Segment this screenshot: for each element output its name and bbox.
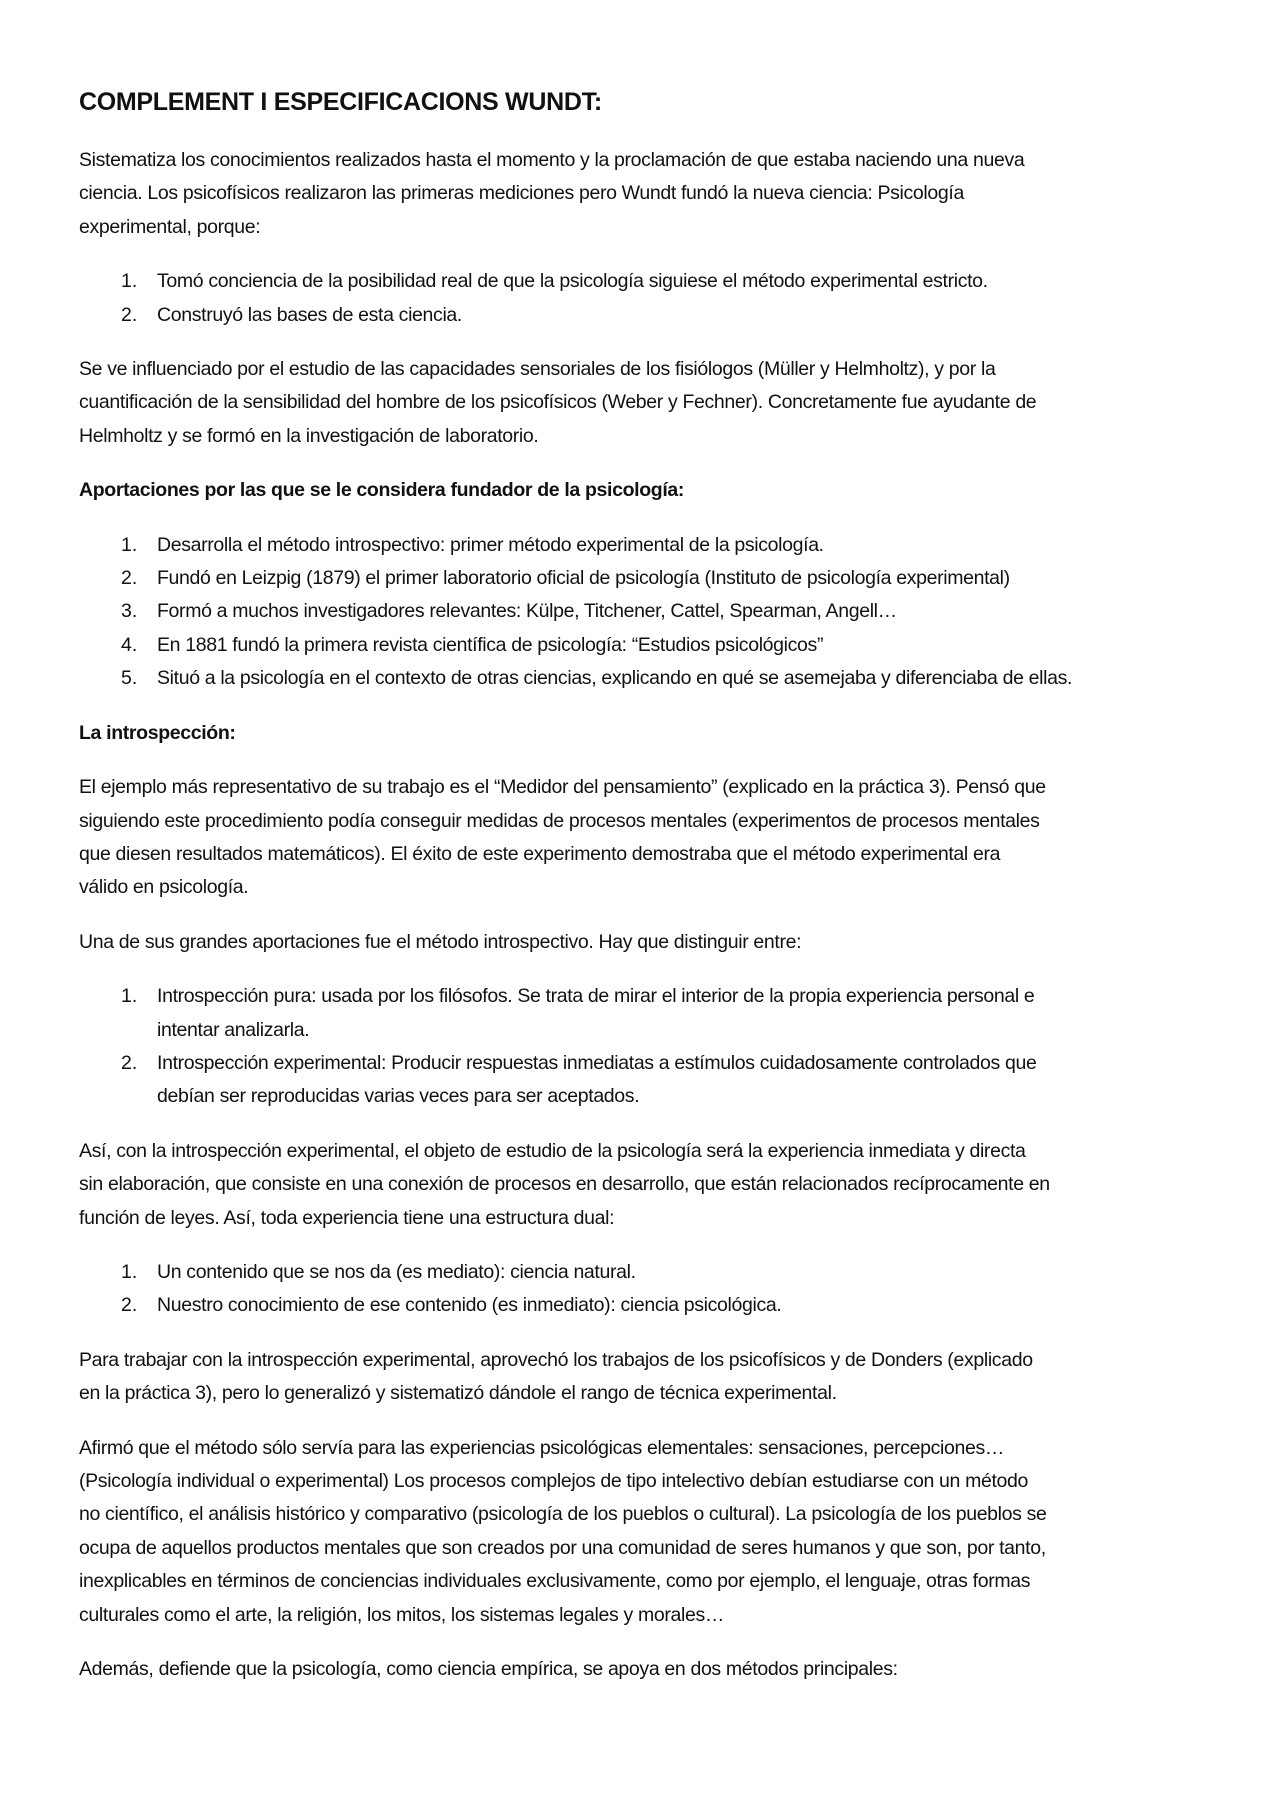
list-item — [79, 562, 1219, 595]
list-number: 4. — [121, 633, 138, 656]
paragraph — [79, 926, 1219, 959]
document-body — [79, 144, 1219, 1686]
text-line: Afirmó que el método sólo servía para las experiencias psicológicas elementales: sensaciones, percepciones… — [79, 1436, 1005, 1459]
text-line: culturales como el arte, la religión, los mitos, los sistemas legales y morales… — [79, 1603, 725, 1626]
list-number: 1. — [121, 533, 138, 556]
list-item — [79, 629, 1219, 662]
document-page — [79, 84, 1219, 1707]
numbered-list — [79, 529, 1219, 696]
text-line: Tomó conciencia de la posibilidad real de que la psicología siguiese el método experimental estricto. — [157, 270, 988, 293]
text-line: Construyó las bases de esta ciencia. — [157, 303, 462, 326]
list-item — [79, 529, 1219, 562]
list-number: 1. — [121, 270, 138, 293]
text-line: que diesen resultados matemáticos). El éxito de este experimento demostraba que el método experimental era — [79, 842, 1001, 865]
paragraph — [79, 1344, 1219, 1411]
text-line: En 1881 fundó la primera revista científica de psicología: “Estudios psicológicos” — [157, 633, 824, 656]
text-line: Un contenido que se nos da (es mediato): ciencia natural. — [157, 1260, 636, 1283]
text-line: (Psicología individual o experimental) Los procesos complejos de tipo intelectivo debían estudiarse con un método — [79, 1470, 1029, 1492]
text-line: sin elaboración, que consiste en una conexión de procesos en desarrollo, que están relacionados recíprocamente en — [79, 1173, 1050, 1196]
text-line: no científico, el análisis histórico y comparativo (psicología de los pueblos o cultural). La psicología de los pueblos se — [79, 1503, 1047, 1526]
list-item — [79, 662, 1219, 695]
text-line: Situó a la psicología en el contexto de otras ciencias, explicando en qué se asemejaba y diferenciaba de ellas. — [157, 667, 1073, 690]
text-line: Además, defiende que la psicología, como ciencia empírica, se apoya en dos métodos principales: — [79, 1658, 898, 1681]
paragraph — [79, 144, 1219, 244]
text-line: ciencia. Los psicofísicos realizaron las primeras mediciones pero Wundt fundó la nueva ciencia: Psicología — [79, 182, 964, 205]
numbered-list — [79, 980, 1219, 1114]
text-line: inexplicables en términos de conciencias individuales exclusivamente, como por ejemplo, el lenguaje, otras formas — [79, 1570, 1031, 1593]
list-item — [79, 1289, 1219, 1322]
paragraph — [79, 353, 1219, 453]
text-line: Nuestro conocimiento de ese contenido (es inmediato): ciencia psicológica. — [157, 1294, 782, 1317]
text-line: válido en psicología. — [79, 876, 249, 899]
text-line: Aportaciones por las que se le considera fundador de la psicología: — [79, 479, 685, 502]
text-line: intentar analizarla. — [157, 1018, 310, 1041]
list-item — [79, 980, 1219, 1047]
text-line: debían ser reproducidas varias veces para ser aceptados. — [157, 1085, 640, 1108]
text-line: Una de sus grandes aportaciones fue el método introspectivo. Hay que distinguir entre: — [79, 930, 802, 953]
text-line: experimental, porque: — [79, 215, 261, 238]
section-heading — [79, 474, 1219, 507]
text-line: siguiendo este procedimiento podía conseguir medidas de procesos mentales (experimentos de procesos mentales — [79, 809, 1040, 832]
list-number: 2. — [121, 303, 138, 326]
numbered-list — [79, 265, 1219, 332]
text-line: La introspección: — [79, 721, 236, 744]
text-line: función de leyes. Así, toda experiencia tiene una estructura dual: — [79, 1206, 615, 1229]
list-number: 1. — [121, 985, 138, 1008]
text-line: en la práctica 3), pero lo generalizó y sistematizó dándole el rango de técnica experimental. — [79, 1382, 837, 1405]
text-line: Para trabajar con la introspección experimental, aprovechó los trabajos de los psicofísicos y de Donders (explicado — [79, 1348, 1033, 1371]
text-line: El ejemplo más representativo de su trabajo es el “Medidor del pensamiento” (explicado en la práctica 3). Pensó que — [79, 776, 1046, 799]
list-item — [79, 1256, 1219, 1289]
text-line: Sistematiza los conocimientos realizados hasta el momento y la proclamación de que estaba naciendo una nueva — [79, 149, 1025, 171]
text-line: Introspección pura: usada por los filósofos. Se trata de mirar el interior de la propia experiencia personal e — [157, 985, 1035, 1008]
list-number: 1. — [121, 1260, 138, 1283]
list-number: 5. — [121, 667, 138, 690]
text-line: Formó a muchos investigadores relevantes: Külpe, Titchener, Cattel, Spearman, Angell… — [157, 600, 897, 623]
list-item — [79, 595, 1219, 628]
list-number: 2. — [121, 567, 138, 590]
text-line: Helmholtz y se formó en la investigación de laboratorio. — [79, 424, 539, 447]
text-line: ocupa de aquellos productos mentales que son creados por una comunidad de seres humanos y que son, por tanto, — [79, 1536, 1046, 1559]
list-number: 2. — [121, 1294, 138, 1317]
text-line: cuantificación de la sensibilidad del hombre de los psicofísicos (Weber y Fechner). Concretamente fue ayudante de — [79, 391, 1037, 414]
section-heading — [79, 717, 1219, 750]
document-title: COMPLEMENT I ESPECIFICACIONS WUNDT: — [79, 88, 602, 116]
text-line: Introspección experimental: Producir respuestas inmediatas a estímulos cuidadosamente controlados que — [157, 1051, 1037, 1074]
list-item — [79, 265, 1219, 298]
text-line: Desarrolla el método introspectivo: primer método experimental de la psicología. — [157, 533, 824, 556]
paragraph — [79, 771, 1219, 905]
list-item — [79, 1047, 1219, 1114]
list-item — [79, 299, 1219, 332]
list-number: 2. — [121, 1051, 138, 1074]
paragraph — [79, 1135, 1219, 1235]
paragraph — [79, 1432, 1219, 1632]
paragraph — [79, 1653, 1219, 1686]
numbered-list — [79, 1256, 1219, 1323]
list-number: 3. — [121, 600, 138, 623]
text-line: Así, con la introspección experimental, el objeto de estudio de la psicología será la experiencia inmediata y directa — [79, 1139, 1026, 1162]
text-line: Fundó en Leizpig (1879) el primer laboratorio oficial de psicología (Instituto de psicología experimental) — [157, 567, 1010, 590]
text-line: Se ve influenciado por el estudio de las capacidades sensoriales de los fisiólogos (Müller y Helmholtz), y por la — [79, 358, 996, 381]
